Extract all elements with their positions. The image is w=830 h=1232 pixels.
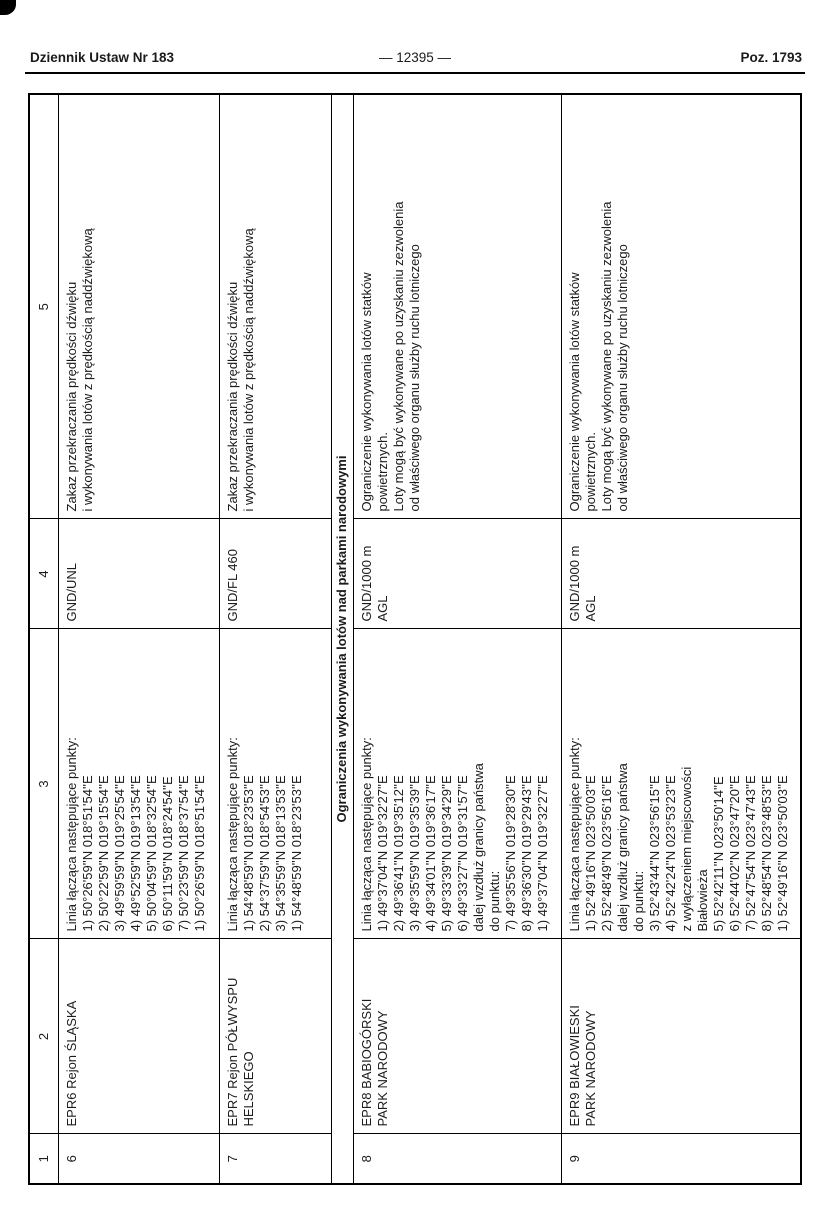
text-line: 8) 49°36'30''N 019°29'43''E bbox=[518, 775, 534, 932]
header-rule bbox=[25, 72, 805, 74]
journal-title: Dziennik Ustaw Nr 183 bbox=[30, 50, 175, 65]
zone-boundary bbox=[561, 629, 801, 939]
text-line: 8) 52°48'54''N 023°48'53''E bbox=[758, 775, 774, 932]
column-header-4: 4 bbox=[29, 519, 58, 629]
zone-restrictions bbox=[219, 94, 331, 519]
section-header-row bbox=[331, 94, 353, 1184]
text-line: 3) 49°59'59''N 019°25'54''E bbox=[111, 775, 127, 932]
row-number: 7 bbox=[219, 1134, 331, 1184]
text-line: i wykonywania lotów z prędkością naddźwiękową bbox=[79, 228, 95, 512]
text-line: PARK NARODOWY bbox=[582, 1010, 598, 1127]
text-line: 2) 52°48'49''N 023°56'16''E bbox=[598, 775, 614, 932]
zone-name bbox=[219, 939, 331, 1134]
table-row bbox=[353, 94, 561, 1184]
text-line: PARK NARODOWY bbox=[374, 1010, 390, 1127]
text-line: Ograniczenie wykonywania lotów statków bbox=[566, 272, 582, 512]
text-line: 1) 54°48'59''N 018°23'53''E bbox=[240, 775, 256, 932]
text-line: z wyłączeniem miejscowości bbox=[678, 766, 694, 932]
text-line: EPR8 BABIOGÓRSKI bbox=[358, 998, 374, 1127]
zone-boundary bbox=[353, 629, 561, 939]
text-line: 1) 50°26'59''N 018°51'54''E bbox=[79, 775, 95, 932]
page-number: — 12395 — bbox=[378, 50, 452, 65]
text-line: Linia łącząca następujące punkty: bbox=[566, 737, 582, 932]
text-line: 5) 49°33'39''N 019°34'29''E bbox=[438, 775, 454, 932]
text-line: Białowieża bbox=[694, 869, 710, 932]
text-line: Zakaz przekraczania prędkości dźwięku bbox=[63, 281, 79, 512]
table-row bbox=[219, 94, 331, 1184]
text-line: 3) 54°35'59''N 018°13'53''E bbox=[272, 775, 288, 932]
text-line: Ograniczenie wykonywania lotów statków bbox=[358, 272, 374, 512]
text-line: dalej wzdłuż granicy państwa bbox=[470, 763, 486, 932]
column-header-1: 1 bbox=[29, 1134, 58, 1184]
position-label: Poz. 1793 bbox=[740, 50, 802, 65]
text-line: 7) 52°47'54''N 023°47'43''E bbox=[742, 775, 758, 932]
text-line: 1) 52°49'16''N 023°50'03''E bbox=[582, 775, 598, 932]
rotated-table-container bbox=[28, 95, 800, 1185]
table-row bbox=[58, 94, 219, 1184]
text-line: Zakaz przekraczania prędkości dźwięku bbox=[224, 281, 240, 512]
text-line: 1) 49°37'04''N 019°32'27''E bbox=[374, 775, 390, 932]
text-line: EPR7 Rejon PÓŁWYSPU bbox=[224, 977, 240, 1127]
zone-limits: GND/1000 m AGL bbox=[353, 519, 561, 629]
row-number: 9 bbox=[561, 1134, 801, 1184]
zone-restrictions bbox=[58, 94, 219, 519]
text-line: powietrznych. bbox=[374, 432, 390, 512]
zone-name bbox=[353, 939, 561, 1134]
column-header-row bbox=[29, 94, 58, 1184]
text-line: do punktu: bbox=[630, 870, 646, 932]
text-line: EPR9 BIAŁOWIESKI bbox=[566, 1005, 582, 1127]
text-line: 3) 49°35'59''N 019°35'39''E bbox=[406, 775, 422, 932]
text-line: 7) 50°23'59''N 018°37'54''E bbox=[175, 775, 191, 932]
zone-limits: GND/FL 460 bbox=[219, 519, 331, 629]
text-line: 2) 50°22'59''N 019°15'54''E bbox=[95, 775, 111, 932]
zone-limits: GND/1000 m AGL bbox=[561, 519, 801, 629]
text-line: 5) 50°04'59''N 018°32'54''E bbox=[143, 775, 159, 932]
zone-name bbox=[58, 939, 219, 1134]
text-line: powietrznych. bbox=[582, 432, 598, 512]
zone-name bbox=[561, 939, 801, 1134]
text-line: 1) 50°26'59''N 018°51'54''E bbox=[191, 775, 207, 932]
text-line: 2) 49°36'41''N 019°35'12''E bbox=[390, 775, 406, 932]
column-header-2: 2 bbox=[29, 939, 58, 1134]
text-line: Loty mogą być wykonywane po uzyskaniu zezwolenia bbox=[390, 201, 406, 512]
text-line: 1) 49°37'04''N 019°32'27''E bbox=[534, 775, 550, 932]
text-line: Loty mogą być wykonywane po uzyskaniu zezwolenia bbox=[598, 201, 614, 512]
zone-restrictions bbox=[353, 94, 561, 519]
text-line: 5) 52°42'11''N 023°50'14''E bbox=[710, 776, 726, 932]
text-line: od właściwego organu służby ruchu lotniczego bbox=[406, 244, 422, 512]
restricted-areas-table bbox=[28, 93, 802, 1185]
text-line: i wykonywania lotów z prędkością naddźwiękową bbox=[240, 228, 256, 512]
row-number: 6 bbox=[58, 1134, 219, 1184]
text-line: 6) 50°11'59''N 018°24'54''E bbox=[159, 776, 175, 932]
text-line: 6) 49°33'27''N 019°31'57''E bbox=[454, 775, 470, 932]
scan-artifact bbox=[0, 0, 16, 15]
zone-boundary bbox=[219, 629, 331, 939]
text-line: 7) 49°35'56''N 019°28'30''E bbox=[502, 775, 518, 932]
table-row bbox=[561, 94, 801, 1184]
zone-limits: GND/UNL bbox=[58, 519, 219, 629]
column-header-5: 5 bbox=[29, 94, 58, 519]
text-line: 4) 52°42'24''N 023°53'23''E bbox=[662, 775, 678, 932]
text-line: 1) 52°49'16''N 023°50'03''E bbox=[774, 775, 790, 932]
text-line: 4) 49°52'59''N 019°13'54''E bbox=[127, 775, 143, 932]
text-line: 6) 52°44'02''N 023°47'20''E bbox=[726, 775, 742, 932]
zone-restrictions bbox=[561, 94, 801, 519]
text-line: 4) 49°34'01''N 019°36'17''E bbox=[422, 775, 438, 932]
section-header: Ograniczenia wykonywania lotów nad parkami narodowymi bbox=[331, 94, 353, 1184]
text-line: 3) 52°43'44''N 023°56'15''E bbox=[646, 775, 662, 932]
text-line: EPR6 Rejon ŚLĄSKA bbox=[63, 1000, 79, 1127]
text-line: Linia łącząca następujące punkty: bbox=[63, 737, 79, 932]
text-line: 2) 54°37'59''N 018°54'53''E bbox=[256, 775, 272, 932]
text-line: Linia łącząca następujące punkty: bbox=[224, 737, 240, 932]
zone-boundary bbox=[58, 629, 219, 939]
text-line: od właściwego organu służby ruchu lotniczego bbox=[614, 244, 630, 512]
column-header-3: 3 bbox=[29, 629, 58, 939]
text-line: Linia łącząca następujące punkty: bbox=[358, 737, 374, 932]
text-line: 1) 54°48'59''N 018°23'53''E bbox=[288, 775, 304, 932]
text-line: HELSKIEGO bbox=[240, 1051, 256, 1127]
text-line: dalej wzdłuż granicy państwa bbox=[614, 763, 630, 932]
row-number: 8 bbox=[353, 1134, 561, 1184]
text-line: do punktu: bbox=[486, 870, 502, 932]
